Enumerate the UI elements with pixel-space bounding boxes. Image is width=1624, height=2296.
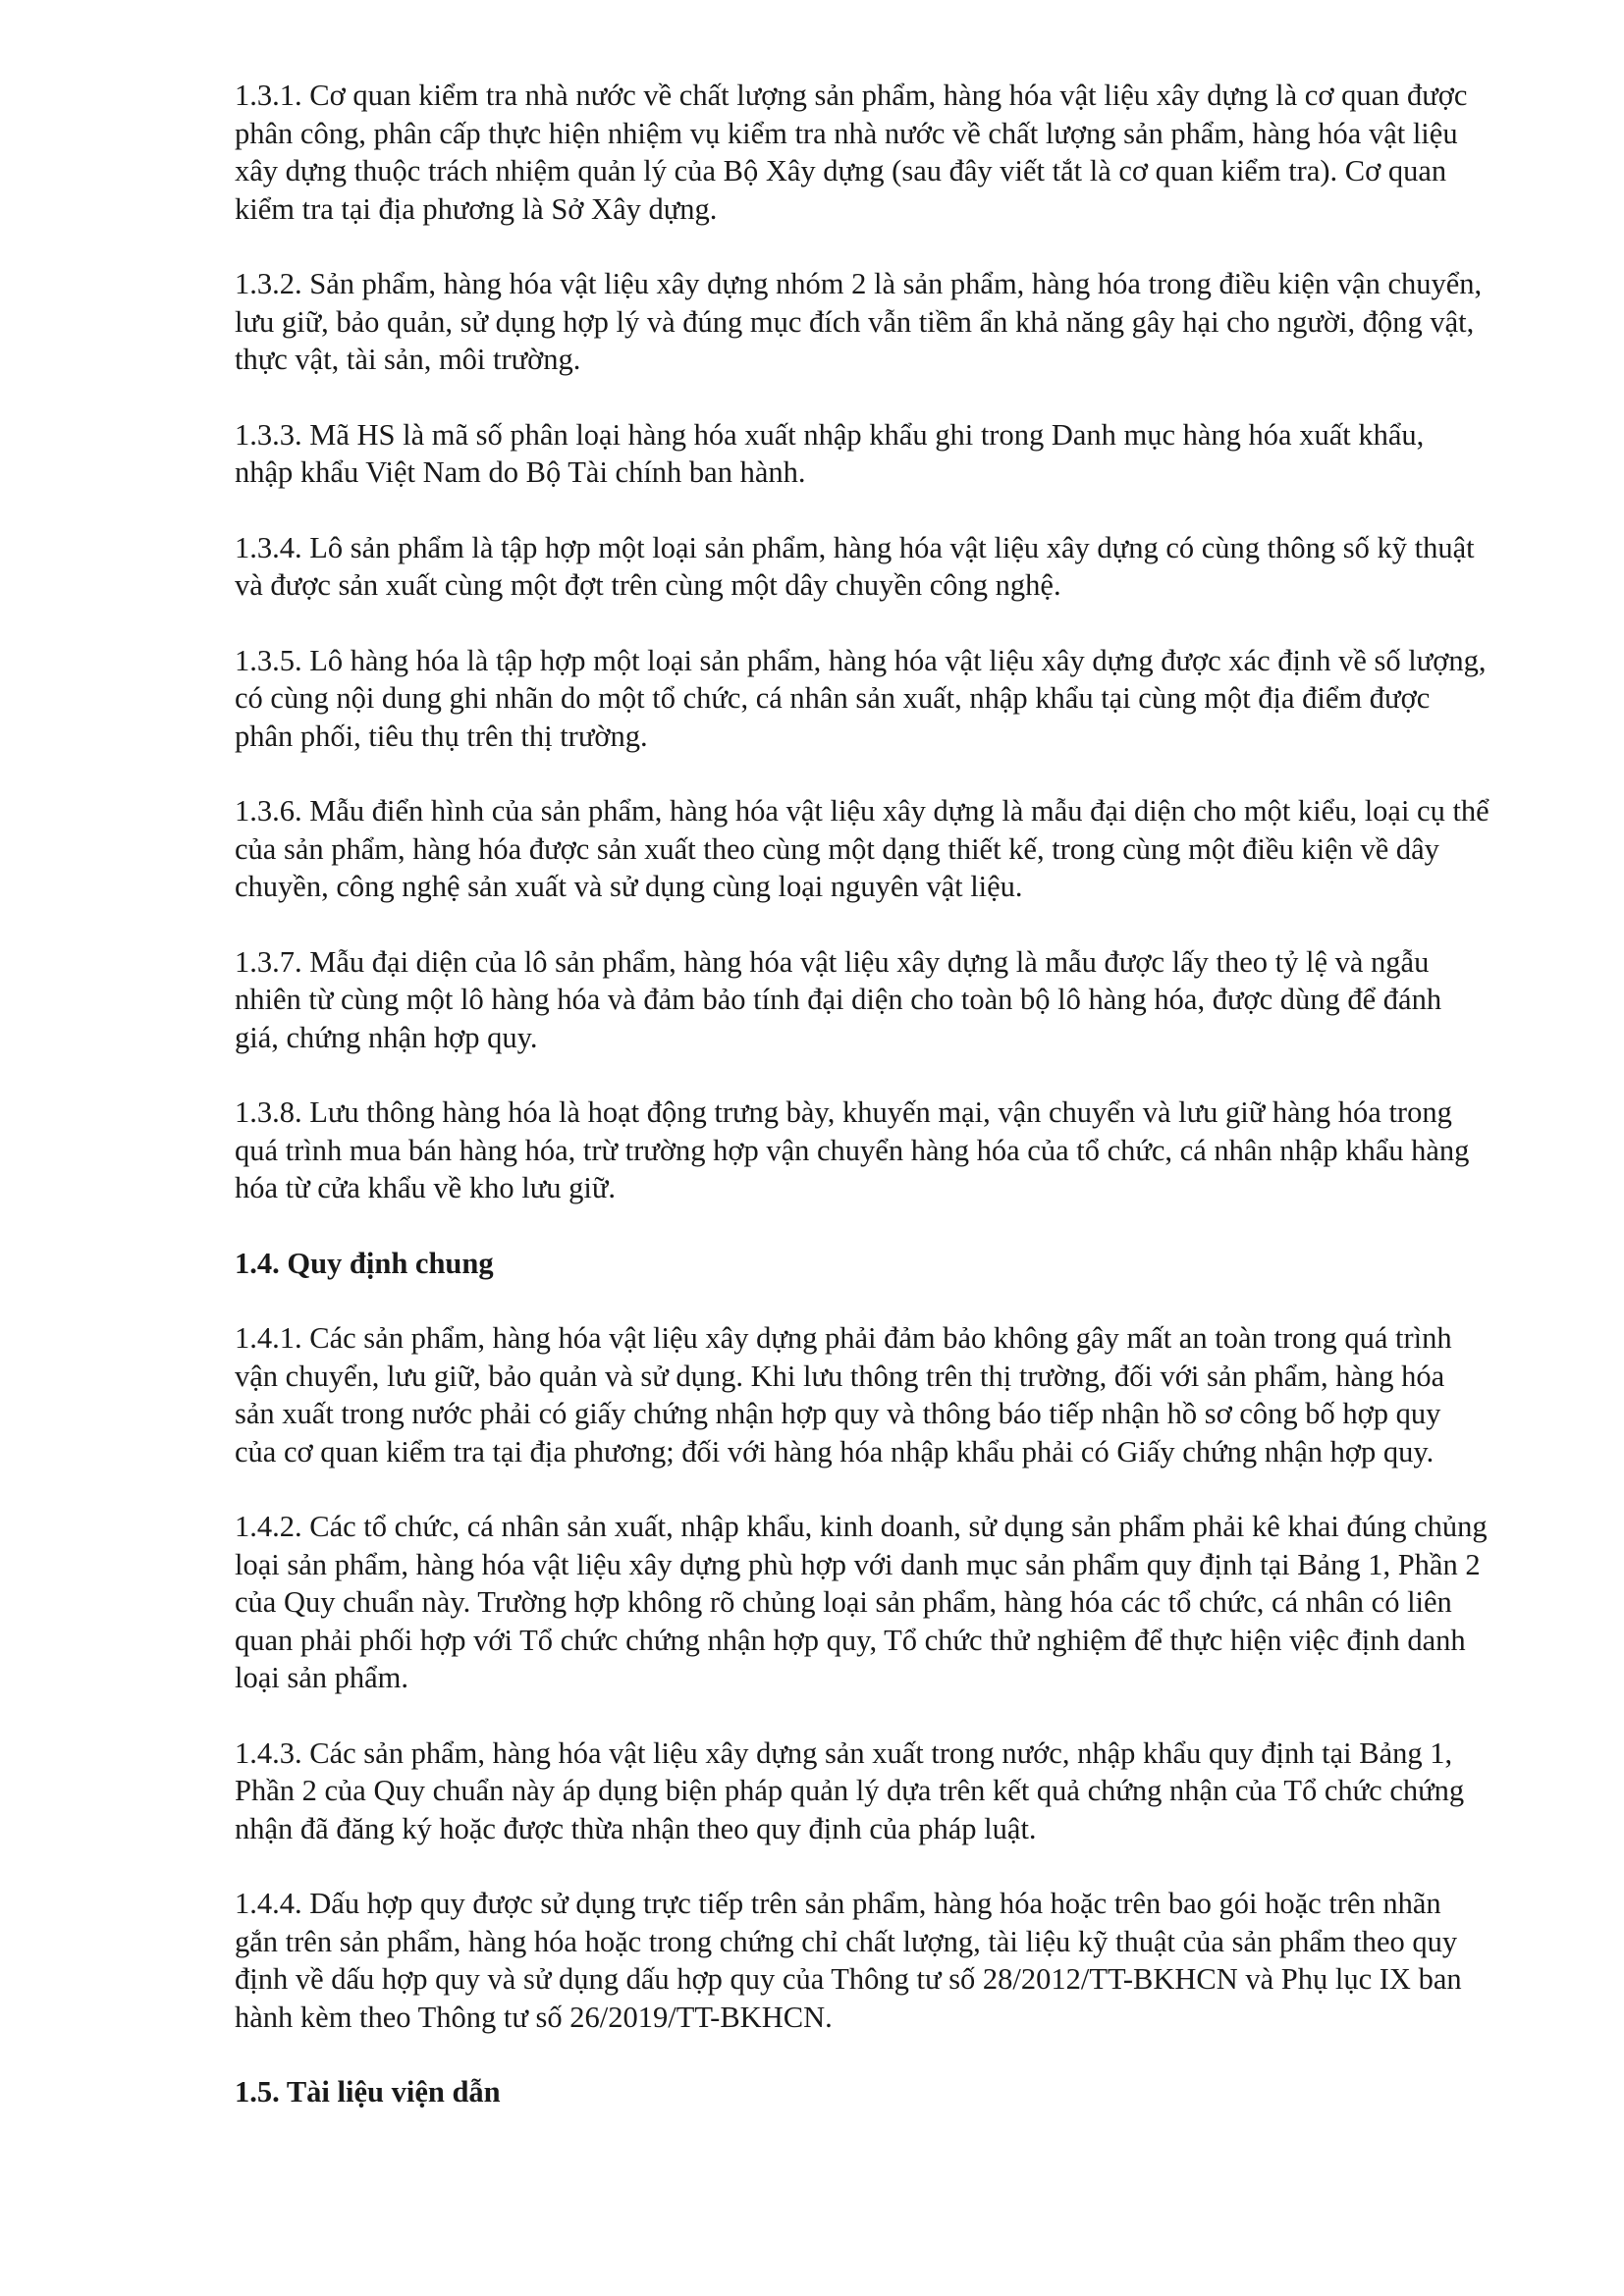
section-heading-1-5: 1.5. Tài liệu viện dẫn [235,2075,501,2109]
section-heading-1-4: 1.4. Quy định chung [235,1246,494,1280]
paragraph-1-3-2: 1.3.2. Sản phẩm, hàng hóa vật liệu xây dựng nhóm 2 là sản phẩm, hàng hóa trong điều kiện vận chuyển, lưu giữ, bảo quản, sử dụng hợp lý và đúng mục đích vẫn tiềm ẩn khả năng gây hại cho người, động vật, thực vật, tài sản, môi trường. [235,267,1483,376]
document-page [235,77,1489,2149]
paragraph-1-3-6: 1.3.6. Mẫu điển hình của sản phẩm, hàng hóa vật liệu xây dựng là mẫu đại diện cho một kiểu, loại cụ thể của sản phẩm, hàng hóa được sản xuất theo cùng một dạng thiết kế, trong cùng một điều kiện về dây chuyền, công nghệ sản xuất và sử dụng cùng loại nguyên vật liệu. [235,794,1489,903]
paragraph-1-3-4: 1.3.4. Lô sản phẩm là tập hợp một loại sản phẩm, hàng hóa vật liệu xây dựng có cùng thông số kỹ thuật và được sản xuất cùng một đợt trên cùng một dây chuyền công nghệ. [235,530,1475,602]
paragraph-1-4-3: 1.4.3. Các sản phẩm, hàng hóa vật liệu xây dựng sản xuất trong nước, nhập khẩu quy định tại Bảng 1, Phần 2 của Quy chuẩn này áp dụng biện pháp quản lý dựa trên kết quả chứng nhận của Tổ chức chứng nhận đã đăng ký hoặc được thừa nhận theo quy định của pháp luật. [235,1735,1465,1845]
paragraph-1-3-1: 1.3.1. Cơ quan kiểm tra nhà nước về chất lượng sản phẩm, hàng hóa vật liệu xây dựng là cơ quan được phân công, phân cấp thực hiện nhiệm vụ kiểm tra nhà nước về chất lượng sản phẩm, hàng hóa vật liệu xây dựng thuộc trách nhiệm quản lý của Bộ Xây dựng (sau đây viết tắt là cơ quan kiểm tra). Cơ quan kiểm tra tại địa phương là Sở Xây dựng. [235,79,1468,226]
paragraph-1-4-2: 1.4.2. Các tổ chức, cá nhân sản xuất, nhập khẩu, kinh doanh, sử dụng sản phẩm phải kê khai đúng chủng loại sản phẩm, hàng hóa vật liệu xây dựng phù hợp với danh mục sản phẩm quy định tại Bảng 1, Phần 2 của Quy chuẩn này. Trường hợp không rõ chủng loại sản phẩm, hàng hóa các tổ chức, cá nhân có liên quan phải phối hợp với Tổ chức chứng nhận hợp quy, Tổ chức thử nghiệm để thực hiện việc định danh loại sản phẩm. [235,1510,1488,1694]
paragraph-1-3-3: 1.3.3. Mã HS là mã số phân loại hàng hóa xuất nhập khẩu ghi trong Danh mục hàng hóa xuất khẩu, nhập khẩu Việt Nam do Bộ Tài chính ban hành. [235,417,1425,489]
paragraph-1-3-8: 1.3.8. Lưu thông hàng hóa là hoạt động trưng bày, khuyến mại, vận chuyển và lưu giữ hàng hóa trong quá trình mua bán hàng hóa, trừ trường hợp vận chuyển hàng hóa của tổ chức, cá nhân nhập khẩu hàng hóa từ cửa khẩu về kho lưu giữ. [235,1095,1470,1204]
paragraph-1-3-5: 1.3.5. Lô hàng hóa là tập hợp một loại sản phẩm, hàng hóa vật liệu xây dựng được xác định về số lượng, có cùng nội dung ghi nhãn do một tổ chức, cá nhân sản xuất, nhập khẩu tại cùng một địa điểm được phân phối, tiêu thụ trên thị trường. [235,643,1487,753]
paragraph-1-4-4: 1.4.4. Dấu hợp quy được sử dụng trực tiếp trên sản phẩm, hàng hóa hoặc trên bao gói hoặc trên nhãn gắn trên sản phẩm, hàng hóa hoặc trong chứng chỉ chất lượng, tài liệu kỹ thuật của sản phẩm theo quy định về dấu hợp quy và sử dụng dấu hợp quy của Thông tư số 28/2012/TT-BKHCN và Phụ lục IX ban hành kèm theo Thông tư số 26/2019/TT-BKHCN. [235,1887,1462,2034]
paragraph-1-3-7: 1.3.7. Mẫu đại diện của lô sản phẩm, hàng hóa vật liệu xây dựng là mẫu được lấy theo tỷ lệ và ngẫu nhiên từ cùng một lô hàng hóa và đảm bảo tính đại diện cho toàn bộ lô hàng hóa, được dùng để đánh giá, chứng nhận hợp quy. [235,944,1442,1054]
paragraph-1-4-1: 1.4.1. Các sản phẩm, hàng hóa vật liệu xây dựng phải đảm bảo không gây mất an toàn trong quá trình vận chuyển, lưu giữ, bảo quản và sử dụng. Khi lưu thông trên thị trường, đối với sản phẩm, hàng hóa sản xuất trong nước phải có giấy chứng nhận hợp quy và thông báo tiếp nhận hồ sơ công bố hợp quy của cơ quan kiểm tra tại địa phương; đối với hàng hóa nhập khẩu phải có Giấy chứng nhận hợp quy. [235,1321,1452,1468]
